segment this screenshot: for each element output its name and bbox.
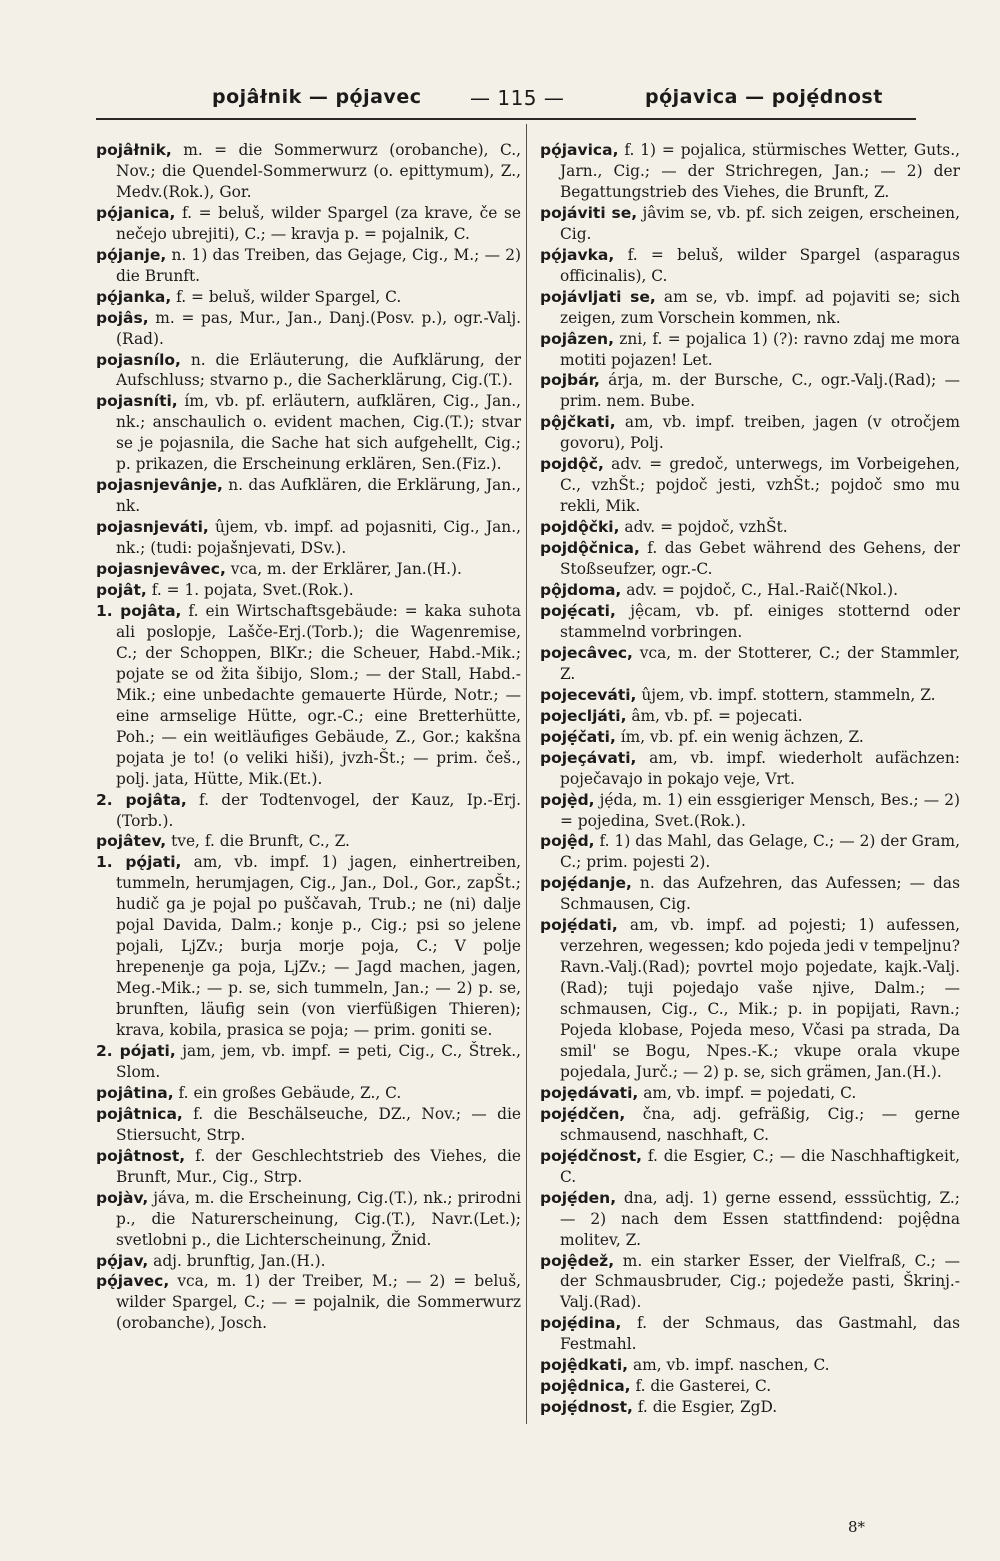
entry-headword: pǫ́janka, xyxy=(96,287,172,306)
entry-headword: pojẹ́dina, xyxy=(540,1314,622,1333)
entry-headword: pojdǫ̂č, xyxy=(540,455,604,474)
entry-definition: adv. = pojdoč, C., Hal.-Raič(Nkol.). xyxy=(621,581,899,600)
right-column xyxy=(540,140,960,1418)
dictionary-entry xyxy=(96,580,521,601)
entry-headword: 2. pójati, xyxy=(96,1041,176,1060)
entry-definition: f. die Beschälseuche, DZ., Nov.; — die Stiersucht, Strp. xyxy=(116,1104,521,1144)
entry-headword: pojẹ́cati, xyxy=(540,601,616,620)
running-head-left: pojâłnik — pǫ́javec xyxy=(212,86,422,108)
entry-definition: am, vb. impf. = pojedati, C. xyxy=(638,1083,857,1102)
dictionary-entry xyxy=(96,831,521,852)
dictionary-entry xyxy=(540,140,960,203)
entry-definition: adj. brunftig, Jan.(H.). xyxy=(148,1251,326,1270)
dictionary-entry xyxy=(540,790,960,832)
dictionary-entry xyxy=(540,287,960,329)
entry-headword: pǫ́javec, xyxy=(96,1272,170,1291)
entry-headword: pojbár, xyxy=(540,371,600,390)
running-head xyxy=(0,78,1000,118)
column-divider xyxy=(526,124,527,1424)
entry-headword: 1. pojâta, xyxy=(96,601,182,620)
entry-headword: pojâtnica, xyxy=(96,1104,183,1123)
entry-definition: f. das Gebet während des Gehens, der Stoßseufzer, ogr.-C. xyxy=(560,539,960,579)
entry-headword: pǫ́janica, xyxy=(96,203,176,222)
entry-definition: f. = beluš, wilder Spargel, C. xyxy=(171,287,402,306)
entry-definition: f. = beluš, wilder Spargel (za krave, če se nečejo ubrejiti), C.; — kravja p. = pojalnik, C. xyxy=(116,203,521,243)
dictionary-entry xyxy=(540,706,960,727)
entry-headword: pojeçávati, xyxy=(540,748,637,767)
entry-headword: pojẹ̀d, xyxy=(540,790,595,809)
dictionary-entry xyxy=(96,1188,521,1251)
entry-headword: pojâs, xyxy=(96,308,149,327)
entry-definition: f. 1) das Mahl, das Gelage, C.; — 2) der Gram, C.; prim. pojesti 2). xyxy=(560,832,960,872)
entry-definition: f. die Esgier, C.; — die Naschhaftigkeit, C. xyxy=(560,1146,960,1186)
entry-definition: f. = 1. pojata, Svet.(Rok.). xyxy=(146,581,354,600)
signature-mark: 8* xyxy=(848,1518,866,1536)
entry-definition: tve, f. die Brunft, C., Z. xyxy=(166,832,350,851)
entry-headword: pojàv, xyxy=(96,1188,149,1207)
entry-headword: 2. pojâta, xyxy=(96,790,187,809)
dictionary-entry xyxy=(540,727,960,748)
dictionary-entry xyxy=(540,915,960,1083)
dictionary-entry xyxy=(540,370,960,412)
entry-definition: jệcam, vb. pf. einiges stotternd oder stammelnd vorbringen. xyxy=(560,601,960,641)
entry-headword: pojẹ́dnost, xyxy=(540,1398,633,1417)
dictionary-entry xyxy=(96,245,521,287)
entry-headword: pojasnílo, xyxy=(96,350,181,369)
dictionary-entry xyxy=(96,308,521,350)
entry-headword: pojẹ́dčnost, xyxy=(540,1146,643,1165)
dictionary-entry xyxy=(540,538,960,580)
entry-definition: n. das Aufklären, die Erklärung, Jan., nk. xyxy=(116,476,521,516)
dictionary-entry xyxy=(540,245,960,287)
entry-headword: pojệdež, xyxy=(540,1251,615,1270)
dictionary-entry xyxy=(96,203,521,245)
dictionary-entry xyxy=(540,685,960,706)
entry-headword: pojeceváti, xyxy=(540,685,637,704)
entry-definition: f. ein großes Gebäude, Z., C. xyxy=(173,1083,402,1102)
entry-definition: dna, adj. 1) gerne essend, esssüchtig, Z.; — 2) nach dem Essen stattfindend: pojệdna molitev, Z. xyxy=(560,1188,960,1249)
entry-headword: pojasníti, xyxy=(96,392,178,411)
dictionary-entry xyxy=(540,601,960,643)
dictionary-entry xyxy=(540,1083,960,1104)
entry-definition: am, vb. impf. ad pojesti; 1) aufessen, verzehren, wegessen; kdo pojeda jedi v tempeljnu? Ravn.-Valj.(Rad); povrtel mojo pojedate, kajk.-Valj.(Rad); tuji pojedajo vaše njive, Dalm.; — schmausen, Cig., C., Mik.; p. in popijati, Ravn.; Pojeda klobase, Pojeda meso, Včasi pa strada, Da smil' se Bogu, Npes.-K.; vkupe orala vkupe pojedala, Jurč.; — 2) p. se, sich grämen, Jan.(H.). xyxy=(560,916,960,1081)
dictionary-entry xyxy=(540,1313,960,1355)
entry-definition: n. das Aufzehren, das Aufessen; — das Schmausen, Cig. xyxy=(560,874,960,914)
entry-definition: f. ein Wirtschaftsgebäude: = kaka suhota ali poslopje, Lašče-Erj.(Torb.); die Wagenremise, C.; der Schoppen, BlKr.; die Scheuer, Habd.-Mik.; pojate se od žita šibijo, Slom.; — der Stall, Habd.-Mik.; eine unbedachte gemauerte Hürde, Notr.; — eine armselige Hütte, ogr.-C.; eine Bretterhütte, Poh.; — ein weitläufiges Gebäude, Z., Gor.; kakšna pojata je to! (o veliki hiši), jvzh-Št.; — prim. češ., polj. jata, Hütte, Mik.(Et.). xyxy=(116,601,522,788)
entry-definition: vca, m. der Stotterer, C.; der Stammler, Z. xyxy=(560,643,960,683)
entry-definition: ûjem, vb. impf. stottern, stammeln, Z. xyxy=(636,685,936,704)
dictionary-entry xyxy=(540,1251,960,1314)
left-column xyxy=(96,140,521,1334)
dictionary-entry xyxy=(540,831,960,873)
entry-headword: pojávljati se, xyxy=(540,287,656,306)
dictionary-entry xyxy=(96,1146,521,1188)
entry-definition: čna, adj. gefräßig, Cig.; — gerne schmausend, naschhaft, C. xyxy=(560,1104,960,1144)
entry-definition: am se, vb. impf. ad pojaviti se; sich zeigen, zum Vorschein kommen, nk. xyxy=(560,287,960,327)
dictionary-entry xyxy=(540,412,960,454)
entry-definition: f. die Esgier, ZgD. xyxy=(632,1398,778,1417)
dictionary-entry xyxy=(540,643,960,685)
entry-headword: pǫ́javka, xyxy=(540,245,615,264)
entry-definition: zni, f. = pojalica 1) (?): ravno zdaj me mora motiti pojazen! Let. xyxy=(560,329,960,369)
dictionary-entry xyxy=(96,287,521,308)
entry-headword: pojdǫ̂čnica, xyxy=(540,539,640,558)
dictionary-entry xyxy=(96,1083,521,1104)
entry-definition: am, vb. impf. naschen, C. xyxy=(628,1356,830,1375)
dictionary-entry xyxy=(96,790,521,832)
dictionary-entry xyxy=(540,1146,960,1188)
entry-headword: pojâtina, xyxy=(96,1083,174,1102)
entry-definition: jam, jem, vb. impf. = peti, Cig., C., Štrek., Slom. xyxy=(116,1041,521,1081)
entry-headword: pǫ́janje, xyxy=(96,245,167,264)
entry-definition: m. = pas, Mur., Jan., Danj.(Posv. p.), ogr.-Valj.(Rad). xyxy=(116,308,521,348)
entry-headword: pojẹ́den, xyxy=(540,1188,617,1207)
entry-definition: m. ein starker Esser, der Vielfraß, C.; — der Schmausbruder, Cig.; pojedeže pasti, Škrinj.-Valj.(Rad). xyxy=(560,1251,960,1312)
entry-definition: jẹ́da, m. 1) ein essgieriger Mensch, Bes.; — 2) = pojedina, Svet.(Rok.). xyxy=(560,790,960,830)
entry-definition: adv. = pojdoč, vzhŠt. xyxy=(619,518,788,537)
entry-headword: pojẹdávati, xyxy=(540,1083,639,1102)
dictionary-entry xyxy=(96,601,521,790)
entry-headword: pojáviti se, xyxy=(540,203,638,222)
dictionary-entry xyxy=(540,329,960,371)
dictionary-entry xyxy=(540,873,960,915)
dictionary-entry xyxy=(96,559,521,580)
dictionary-entry xyxy=(540,454,960,517)
entry-definition: jáva, m. die Erscheinung, Cig.(T.), nk.; prirodni p., die Naturerscheinung, Cig.(T.), Navr.(Let.); svetlobni p., die Lichterscheinung, Žnid. xyxy=(116,1188,521,1249)
entry-headword: pojecâvec, xyxy=(540,643,633,662)
entry-headword: pǫ́jav, xyxy=(96,1251,149,1270)
entry-definition: f. der Todtenvogel, der Kauz, Ip.-Erj.(Torb.). xyxy=(116,790,521,830)
entry-definition: m. = die Sommerwurz (orobanche), C., Nov.; die Quendel-Sommerwurz (o. epittymum), Z., Medv.(Rok.), Gor. xyxy=(116,141,521,201)
entry-definition: f. = beluš, wilder Spargel (asparagus officinalis), C. xyxy=(560,245,960,285)
entry-definition: f. 1) = pojalica, stürmisches Wetter, Guts., Jarn., Cig.; — der Strichregen, Jan.; — 2) der Begattungstrieb des Viehes, die Brunft, Z. xyxy=(560,141,960,201)
entry-headword: pǫ̂jčkati, xyxy=(540,413,616,432)
entry-headword: pojâłnik, xyxy=(96,141,172,159)
entry-headword: pojdǫ̂čki, xyxy=(540,518,620,537)
entry-definition: f. die Gasterei, C. xyxy=(630,1377,772,1396)
dictionary-entry xyxy=(540,1188,960,1251)
entry-headword: pojệdkati, xyxy=(540,1356,629,1375)
entry-definition: am, vb. impf. 1) jagen, einhertreiben, tummeln, herumjagen, Cig., Jan., Dol., Gor., zapŠt.; hudič ga je pojal po puščavah, Trub.; ne (ni) dalje pojal Davida, Dalm.; konje p., Cig.; psi so jelene pojali, LjZv.; burja morje poja, C.; V polje hrepenenje ga poja, LjZv.; — Jagd machen, jagen, Meg.-Mik.; — p. se, sich tummeln, Jan.; — 2) p. se, brunften, läufig sein (von vierfüßigen Thieren); krava, kobila, prasica se poja; — prim. goniti se. xyxy=(116,853,521,1040)
dictionary-entry xyxy=(540,1376,960,1397)
entry-definition: f. der Schmaus, das Gastmahl, das Festmahl. xyxy=(560,1314,960,1354)
entry-headword: pojâtnost, xyxy=(96,1146,186,1165)
entry-definition: am, vb. impf. wiederholt aufächzen: poječavajo in pokajo veje, Vrt. xyxy=(560,748,960,788)
header-rule xyxy=(96,118,916,120)
entry-definition: vca, m. der Erklärer, Jan.(H.). xyxy=(225,560,462,579)
entry-definition: árja, m. der Bursche, C., ogr.-Valj.(Rad); — prim. nem. Bube. xyxy=(560,371,960,411)
dictionary-entry xyxy=(96,140,521,203)
dictionary-entry xyxy=(96,517,521,559)
entry-definition: ím, vb. pf. ein wenig ächzen, Z. xyxy=(615,727,864,746)
dictionary-entry xyxy=(96,852,521,1041)
dictionary-entry xyxy=(96,391,521,475)
entry-definition: f. der Geschlechtstrieb des Viehes, die Brunft, Mur., Cig., Strp. xyxy=(116,1146,521,1186)
entry-definition: adv. = gredoč, unterwegs, im Vorbeigehen, C., vzhŠt.; pojdoč jesti, vzhŠt.; pojdoč smo mu rekli, Mik. xyxy=(560,455,960,516)
page-number: — 115 — xyxy=(470,86,565,110)
entry-definition: n. 1) das Treiben, das Gejage, Cig., M.; — 2) die Brunft. xyxy=(116,245,521,285)
entry-headword: pojât, xyxy=(96,581,147,600)
entry-headword: pojasnjevâvec, xyxy=(96,560,226,579)
entry-headword: pojệd, xyxy=(540,832,595,851)
entry-headword: pojẹ́dati, xyxy=(540,916,618,935)
entry-headword: pojasnjeváti, xyxy=(96,518,209,537)
dictionary-entry xyxy=(540,1104,960,1146)
entry-headword: pojệdnica, xyxy=(540,1377,631,1396)
entry-definition: ím, vb. pf. erläutern, aufklären, Cig., Jan., nk.; anschaulich o. evident machen, Cig.(T.); stvar se je pojasnila, die Sache hat sich aufgehellt, Cig.; p. prikazen, die Erscheinung erklären, Sen.(Fiz.). xyxy=(116,392,521,474)
dictionary-entry xyxy=(96,475,521,517)
dictionary-entry xyxy=(540,748,960,790)
entry-headword: pǫ̂jdoma, xyxy=(540,581,622,600)
entry-headword: pojẹ́čati, xyxy=(540,727,616,746)
entry-headword: pojâzen, xyxy=(540,329,614,348)
entry-definition: âm, vb. pf. = pojecati. xyxy=(626,706,803,725)
dictionary-entry xyxy=(540,1355,960,1376)
running-head-right: pǫ́javica — pojẹ́dnost xyxy=(645,86,883,108)
entry-headword: pojâtev, xyxy=(96,832,167,851)
entry-headword: pojecljáti, xyxy=(540,706,627,725)
dictionary-entry xyxy=(540,203,960,245)
dictionary-entry xyxy=(96,1271,521,1334)
dictionary-entry xyxy=(96,1041,521,1083)
entry-headword: pojasnjevânje, xyxy=(96,476,223,495)
entry-headword: pǫ́javica, xyxy=(540,141,619,159)
entry-definition: jâvim se, vb. pf. sich zeigen, erscheinen, Cig. xyxy=(560,203,960,243)
entry-definition: ûjem, vb. impf. ad pojasniti, Cig., Jan., nk.; (tudi: pojašnjevati, DSv.). xyxy=(116,518,521,558)
entry-definition: am, vb. impf. treiben, jagen (v otročjem govoru), Polj. xyxy=(560,413,960,453)
dictionary-entry xyxy=(96,1104,521,1146)
entry-definition: n. die Erläuterung, die Aufklärung, der Aufschluss; stvarno p., die Sacherklärung, Cig.(T.). xyxy=(116,350,521,390)
dictionary-entry xyxy=(540,580,960,601)
dictionary-entry xyxy=(540,517,960,538)
entry-headword: 1. pǫ́jati, xyxy=(96,853,182,872)
dictionary-entry xyxy=(96,350,521,392)
dictionary-entry xyxy=(540,1397,960,1418)
entry-definition: vca, m. 1) der Treiber, M.; — 2) = beluš, wilder Spargel, C.; — = pojalnik, die Sommerwurz (orobanche), Josch. xyxy=(116,1272,521,1333)
entry-headword: pojẹ́danje, xyxy=(540,874,632,893)
entry-headword: pojẹ́dčen, xyxy=(540,1104,626,1123)
dictionary-entry xyxy=(96,1251,521,1272)
